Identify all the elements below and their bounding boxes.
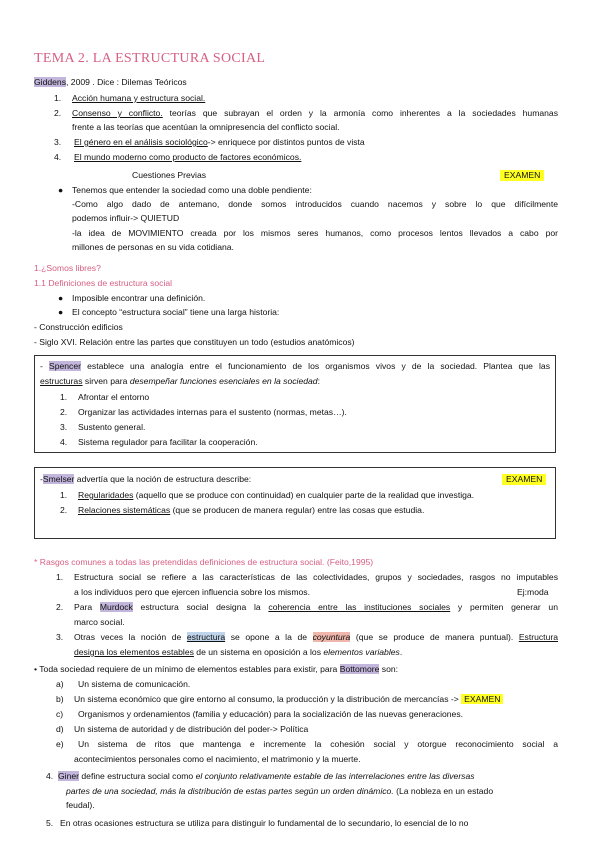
examen-badge: EXAMEN [461,694,503,704]
examen-badge: EXAMEN [502,474,546,485]
author-bottomore: Bottomore [339,664,380,674]
list-item: Sistema regulador para facilitar la cooperación. [78,437,258,447]
author-giner: Giner [58,771,80,781]
list-item: Regularidades (aquello que se produce con continuidad) en cualquier parte de la realidad que investiga. [78,490,475,500]
list-item: Otras veces la noción de estructura se opone a la de coyuntura (que se produce de manera puntual). Estructura [74,632,558,642]
list-item: El género en el análisis sociológico-> enriquece por distintos puntos de vista [74,137,365,147]
author-murdock: Murdock [99,602,133,612]
bottomore-line: • Toda sociedad requiere de un mínimo de elementos estables para existir, para Bottomore son: [34,664,399,674]
list-item: Organizar las actividades internas para el sustento (normas, metas…). [78,407,347,417]
author-giddens: Giddens [34,77,67,87]
list-item: Organismos y ordenamientos (familia y educación) para la socialización de las nuevas generaciones. [78,709,464,719]
list-item: El mundo moderno como producto de factores económicos. [74,152,302,162]
list-item: Relaciones sistemáticas (que se producen de manera regular) entre las cosas que estudia. [78,505,425,515]
list-item: En otras ocasiones estructura se utiliza para distinguir lo fundamental de lo secundario, lo esencial de lo no [60,818,469,828]
list-item: Acción humana y estructura social. [72,93,206,103]
examen-badge: EXAMEN [500,170,544,181]
list-item-continued: frente a las teorías que acentúan la omnipresencia del conflicto social. [72,122,340,132]
author-smelser: Smelser [42,474,75,484]
rasgos-heading: * Rasgos comunes a todas las pretendidas definiciones de estructura social. (Feito,1995) [34,557,374,567]
spencer-line: - Spencer establece una analogía entre el funcionamiento de los organismos vivos y de la sociedad. Plantea que las [40,361,550,371]
author-spencer: Spencer [48,361,81,371]
list-item: Afrontar el entorno [78,392,150,402]
list-item: Un sistema de ritos que mantenga e incremente la cohesión social y otorgue reconocimiento social a [78,739,558,749]
bullet-text: Tenemos que entender la sociedad como una doble pendiente: [72,185,312,195]
bullet-dot: ● [58,293,64,303]
list-item: Sustento general. [78,422,146,432]
smelser-line: -Smelser advertía que la noción de estructura describe: [40,474,252,484]
section-heading: 1.¿Somos libres? [34,263,101,273]
bullet-dot: ● [58,307,64,317]
list-item: Para Murdock estructura social designa la coherencia entre las instituciones sociales y permiten generar un [74,602,558,612]
list-item: Un sistema económico que gire entorno al consumo, la producción y la distribución de mercancías -> EXAMEN [74,694,503,705]
list-item: Estructura social se refiere a las características de las colectividades, grupos y sociedades, rasgos no imputables [74,572,558,582]
page-title: TEMA 2. LA ESTRUCTURA SOCIAL [34,51,266,66]
bullet-dot: ● [58,185,64,195]
list-item: Un sistema de comunicación. [78,679,191,689]
intro-line: Giddens, 2009 . Dice : Dilemas Teóricos [34,77,187,87]
subsection-heading: 1.1 Definiciones de estructura social [34,278,173,288]
document-page: TEMA 2. LA ESTRUCTURA SOCIAL Giddens, 2009 . Dice : Dilemas Teóricos 1. Acción humana y estructura social. 2. Consenso y conflicto. teorías que subrayan el orden y la armonía como inherentes a la sociedades humanas frente a las teorías que acentúan la omnipresencia del conflicto social. 3. El género en el análisis sociológico-> enriquece por distintos puntos de vista 4. El mundo moderno como producto de factores económicos. Cuestiones Previas EXAMEN ● Tenemos que entender la sociedad como una doble pendiente: -Como algo dado de antemano, donde somos introducidos cuando nacemos y sobre lo que difícilmente podemos influir-> QUIETUD -la idea de MOVIMIENTO creada por los mismos seres humanos, como procesos lentos llevados a cabo por millones de personas en su vida cotidiana. 1.¿Somos libres? 1.1 Definiciones de estructura social ● Imposible encontrar una definición. ● El concepto “estructura social” tiene una larga historia: - Construcción edificios - Siglo XVI. Relación entre las partes que constituyen un todo (estudios anatómicos) - Spencer establece una analogía entre el funcionamiento de los organismos vivos y de la sociedad. Plantea que las estructuras sirven para desempeñar funciones esenciales en la sociedad: 1. Afrontar el entorno 2. Organizar las actividades internas para el sustento (normas, metas…). 3. Sustento general. 4. Sistema regulador para facilitar la cooperación. -Smelser advertía que la noción de estructura describe: EXAMEN 1. Regularidades (aquello que se produce con continuidad) en cualquier parte de la realidad que investiga. 2. Relaciones sistemáticas (que se producen de manera regular) entre las cosas que estudia. * Rasgos comunes a todas las pretendidas definiciones de estructura social. (Feito,1995) 1. Estructura social se refiere a las características de las colectividades, grupos y sociedades, rasgos no imputables a los individuos pero que ejercen influencia sobre los mismos. Ej:moda 2. Para Murdock estructura social designa la coherencia entre las instituciones sociales y permiten generar un marco social. 3. Otras veces la noción de estructura se opone a la de coyuntura (que se produce de manera puntual). Estructura designa los elementos estables de un sistema en oposición a los elementos variables. • Toda sociedad requiere de un mínimo de elementos estables para existir, para Bottomore son: a) Un sistema de comunicación. b) Un sistema económico que gire entorno al consumo, la producción y la distribución de mercancías -> EXAMEN c) Organismos y ordenamientos (familia y educación) para la socialización de las nuevas generaciones. d) Un sistema de autoridad y de distribución del poder-> Política e) Un sistema de ritos que mantenga e incremente la cohesión social y otorgue reconocimiento social a acontecimientos personales como el nacimiento, el matrimonio y la muerte. 4. Giner define estructura social como el conjunto relativamente estable de las interrelaciones entre las diversas partes de una sociedad, más la distribución de estas partes según un orden dinámico. (La nobleza en un estado feudal). 5. En otras ocasiones estructura se utiliza para distinguir lo fundamental de lo secundario, lo esencial de lo no [34,51,559,828]
list-item: Consenso y conflicto. teorías que subrayan el orden y la armonía como inherentes a la sociedades humanas [72,108,559,118]
previas-label: Cuestiones Previas [132,170,207,180]
giner-line: Giner define estructura social como el conjunto relativamente estable de las interrelaciones entre las diversas [58,771,475,781]
list-item: Un sistema de autoridad y de distribución del poder-> Política [74,724,309,734]
